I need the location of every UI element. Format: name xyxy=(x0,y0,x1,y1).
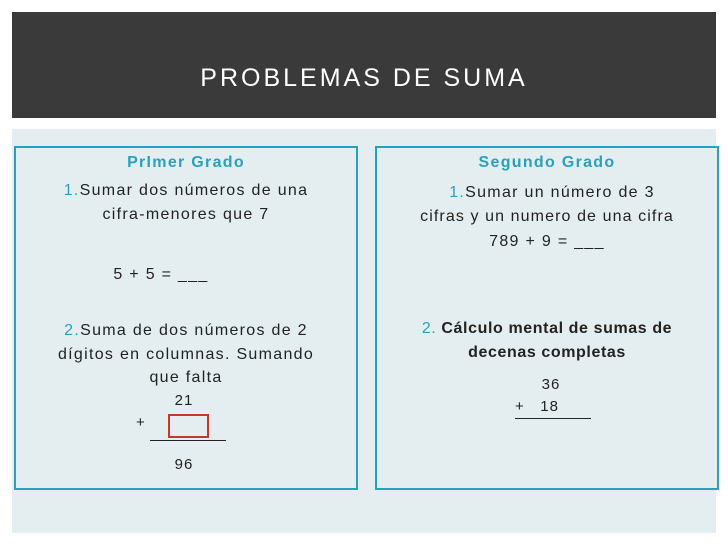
problem-2-line-2: dígitos en columnas. Sumando xyxy=(57,346,315,363)
problem-1-line-1 xyxy=(16,182,356,200)
problem-1-line-2: cifras y un numero de una cifra xyxy=(420,208,674,225)
missing-addend-box[interactable] xyxy=(168,414,209,438)
addend-top: 21 xyxy=(174,392,194,409)
problem-1-line-2: cifra-menores que 7 xyxy=(102,206,270,223)
addend-top: 36 xyxy=(541,376,561,393)
problem-2-line-3: que falta xyxy=(149,369,223,386)
sum-result: 96 xyxy=(174,456,194,473)
item-text: Cálculo mental de sumas de xyxy=(441,320,673,337)
title-bar xyxy=(12,12,716,118)
problem-1-line-1 xyxy=(387,184,717,202)
segundo-grado-panel xyxy=(375,146,719,490)
slide-title: PROBLEMAS DE SUMA xyxy=(200,64,528,92)
item-number: 2. xyxy=(421,320,437,337)
panel-heading: Segundo Grado xyxy=(478,154,616,171)
item-number: 2. xyxy=(64,322,81,339)
item-number: 1. xyxy=(63,182,80,199)
sum-line xyxy=(515,418,591,419)
item-text: Suma de dos números de 2 xyxy=(80,322,308,339)
item-number: 1. xyxy=(449,184,466,201)
problem-2-line-2: decenas completas xyxy=(468,344,626,361)
item-text: Sumar un número de 3 xyxy=(465,184,655,201)
item-text: Sumar dos números de una xyxy=(79,182,309,199)
problem-2-line-1 xyxy=(16,322,356,340)
problem-1-example: 789 + 9 = ___ xyxy=(489,233,605,250)
sum-line xyxy=(150,440,226,441)
primer-grado-panel xyxy=(14,146,358,490)
panel-heading: PrImer Grado xyxy=(127,154,245,171)
problem-2-line-1 xyxy=(377,320,717,338)
problem-1-example: 5 + 5 = ___ xyxy=(113,266,209,283)
plus-sign: + xyxy=(136,414,146,431)
addend-bottom: + 18 xyxy=(515,398,559,415)
